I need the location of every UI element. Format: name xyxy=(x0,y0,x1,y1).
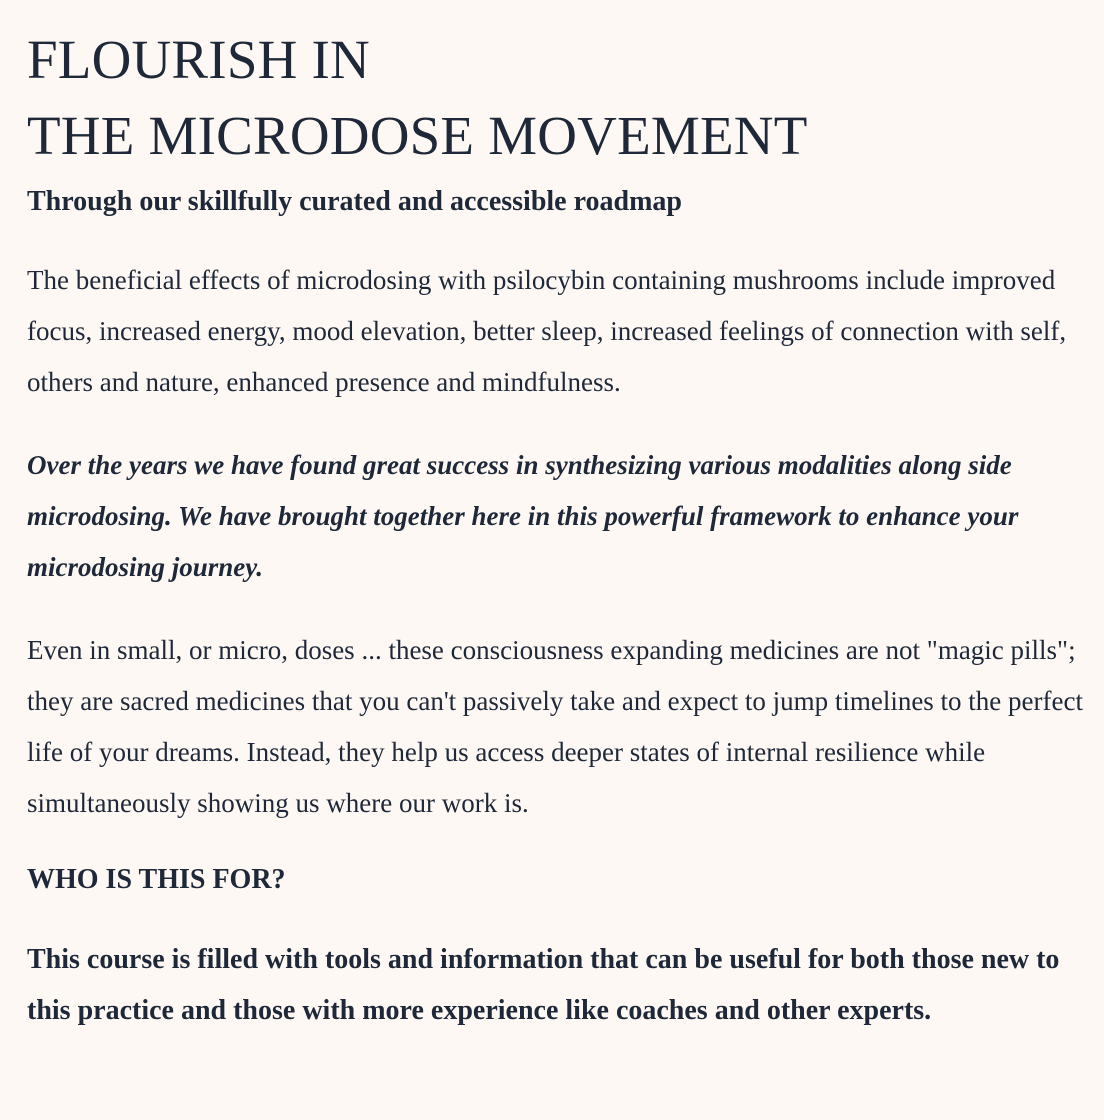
main-content xyxy=(27,0,1097,1036)
page-title-line-1: FLOURISH IN xyxy=(27,29,370,90)
page-title-line-2: THE MICRODOSE MOVEMENT xyxy=(27,105,808,166)
page-title xyxy=(27,22,1097,174)
who-is-this-for-heading: WHO IS THIS FOR? xyxy=(27,864,286,895)
benefits-paragraph: The beneficial effects of microdosing with psilocybin containing mushrooms include improved focus, increased energy, mood elevation, better sleep, increased feelings of connection with self, others and nature, enhanced presence and mindfulness. xyxy=(27,265,1067,397)
who-is-this-for-body: This course is filled with tools and information that can be useful for both those new to this practice and those with more experience like coaches and other experts. xyxy=(27,944,1060,1026)
subheading: Through our skillfully curated and accessible roadmap xyxy=(27,186,682,217)
framework-paragraph: Over the years we have found great success in synthesizing various modalities along side microdosing. We have brought together here in this powerful framework to enhance your microdosing journey. xyxy=(27,450,1019,582)
not-magic-paragraph: Even in small, or micro, doses ... these consciousness expanding medicines are not "magic pills"; they are sacred medicines that you can't passively take and expect to jump timelines to the perfect life of your dreams. Instead, they help us access deeper states of internal resilience while simultaneously showing us where our work is. xyxy=(27,635,1083,818)
